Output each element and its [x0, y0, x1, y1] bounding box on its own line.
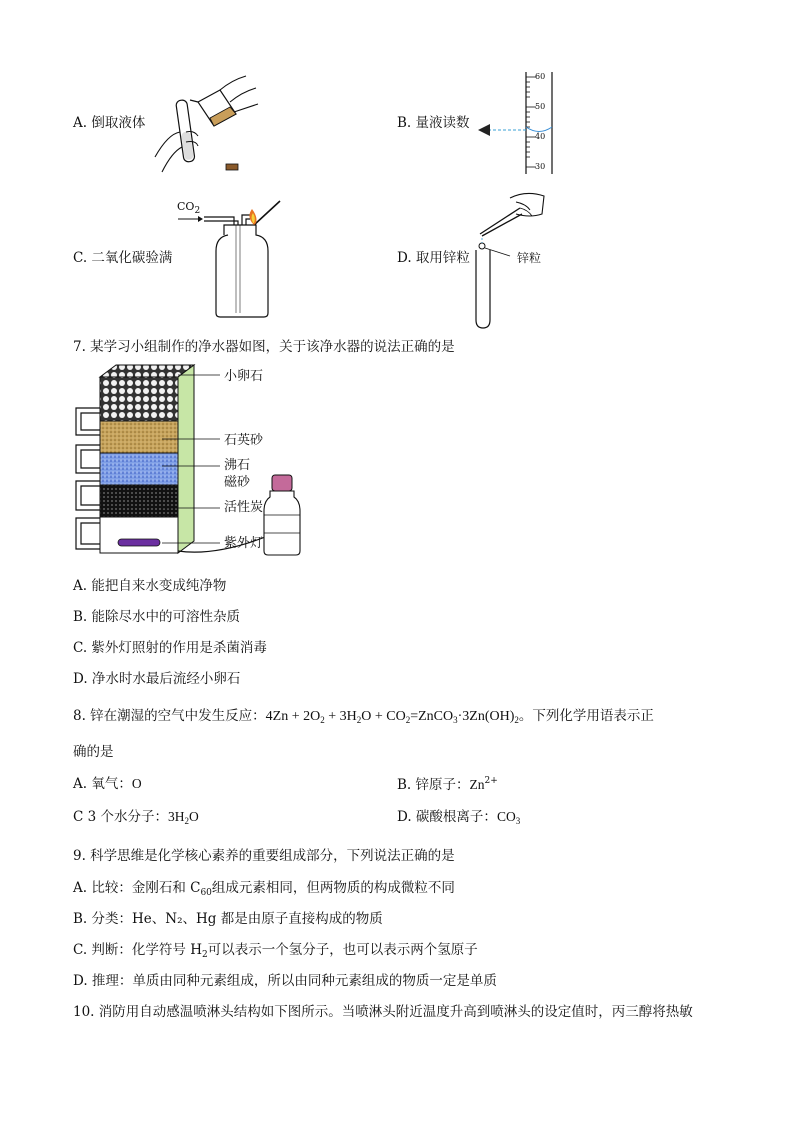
q8-option-d: D. 碳酸根离子：$CO_3$	[397, 809, 521, 826]
label-pebble: 小卵石	[224, 369, 264, 384]
cylinder-tick-60: 60	[535, 72, 546, 81]
q8-stem: 8. 锌在潮湿的空气中发生反应：$4Zn + 2O_2 + 3H_2O$ + $CO_2=ZnCO_3\cdot 3Zn(OH)_2$。下列化学用语表示正	[73, 708, 654, 725]
q9-stem: 9. 科学思维是化学核心素养的重要组成部分，下列说法正确的是	[73, 848, 455, 864]
q6-option-d: D. 取用锌粒	[397, 250, 470, 266]
q10-stem: 10. 消防用自动感温喷淋头结构如下图所示。当喷淋头附近温度升高到喷淋头的设定值时，丙三醇将热敏	[73, 1004, 693, 1020]
cylinder-tick-30: 30	[535, 162, 546, 171]
label-uv-lamp: 紫外灯	[224, 536, 264, 551]
q6-option-a: A. 倒取液体	[73, 115, 146, 131]
co2-label: $CO_2$	[177, 200, 201, 216]
q7-option-d: D. 净水时水最后流经小卵石	[73, 671, 241, 687]
q8-stem-line2: 确的是	[73, 744, 114, 760]
q6-option-b: B. 量液读数	[397, 115, 470, 131]
q7-option-c: C. 紫外灯照射的作用是杀菌消毒	[73, 640, 267, 656]
q9-option-b: B. 分类：He、N₂、Hg 都是由原子直接构成的物质	[73, 911, 383, 927]
q6-option-c: C. 二氧化碳验满	[73, 250, 173, 266]
q9-option-d: D. 推理：单质由同种元素组成，所以由同种元素组成的物质一定是单质	[73, 973, 497, 989]
q7-stem: 7. 某学习小组制作的净水器如图，关于该净水器的说法正确的是	[73, 339, 455, 355]
zinc-grain-figure	[470, 188, 555, 330]
q8-option-c: C 3 个水分子：$3H_2O$	[73, 809, 199, 826]
cylinder-tick-40: 40	[535, 132, 546, 141]
q9-option-c: C. 判断：化学符号 $H_2$可以表示一个氢分子，也可以表示两个氢原子	[73, 942, 478, 960]
label-zeolite: 沸石	[224, 458, 251, 473]
q7-option-a: A. 能把自来水变成纯净物	[73, 578, 227, 594]
graduated-cylinder-figure	[470, 72, 560, 177]
label-magnet-sand: 磁砂	[224, 475, 251, 490]
zinc-label: 锌粒	[517, 251, 542, 265]
q8-option-a: A. 氧气：O	[73, 776, 142, 792]
pour-liquid-figure	[150, 72, 260, 177]
q8-option-b: B. 锌原子：$Zn^{2+}$	[397, 776, 498, 793]
label-quartz: 石英砂	[224, 433, 264, 448]
q9-option-a: A. 比较：金刚石和 $C_{60}$组成元素相同，但两物质的构成微粒不同	[73, 880, 455, 898]
water-purifier-figure	[70, 363, 300, 558]
label-carbon: 活性炭	[224, 500, 264, 515]
reaction-equation: $4Zn + 2O_2 + 3H_2O$ + $CO_2=ZnCO_3\cdot 3Zn(OH)_2$	[265, 709, 519, 725]
cylinder-tick-50: 50	[535, 102, 546, 111]
gas-bottle-figure	[176, 195, 286, 320]
q7-option-b: B. 能除尽水中的可溶性杂质	[73, 609, 241, 625]
